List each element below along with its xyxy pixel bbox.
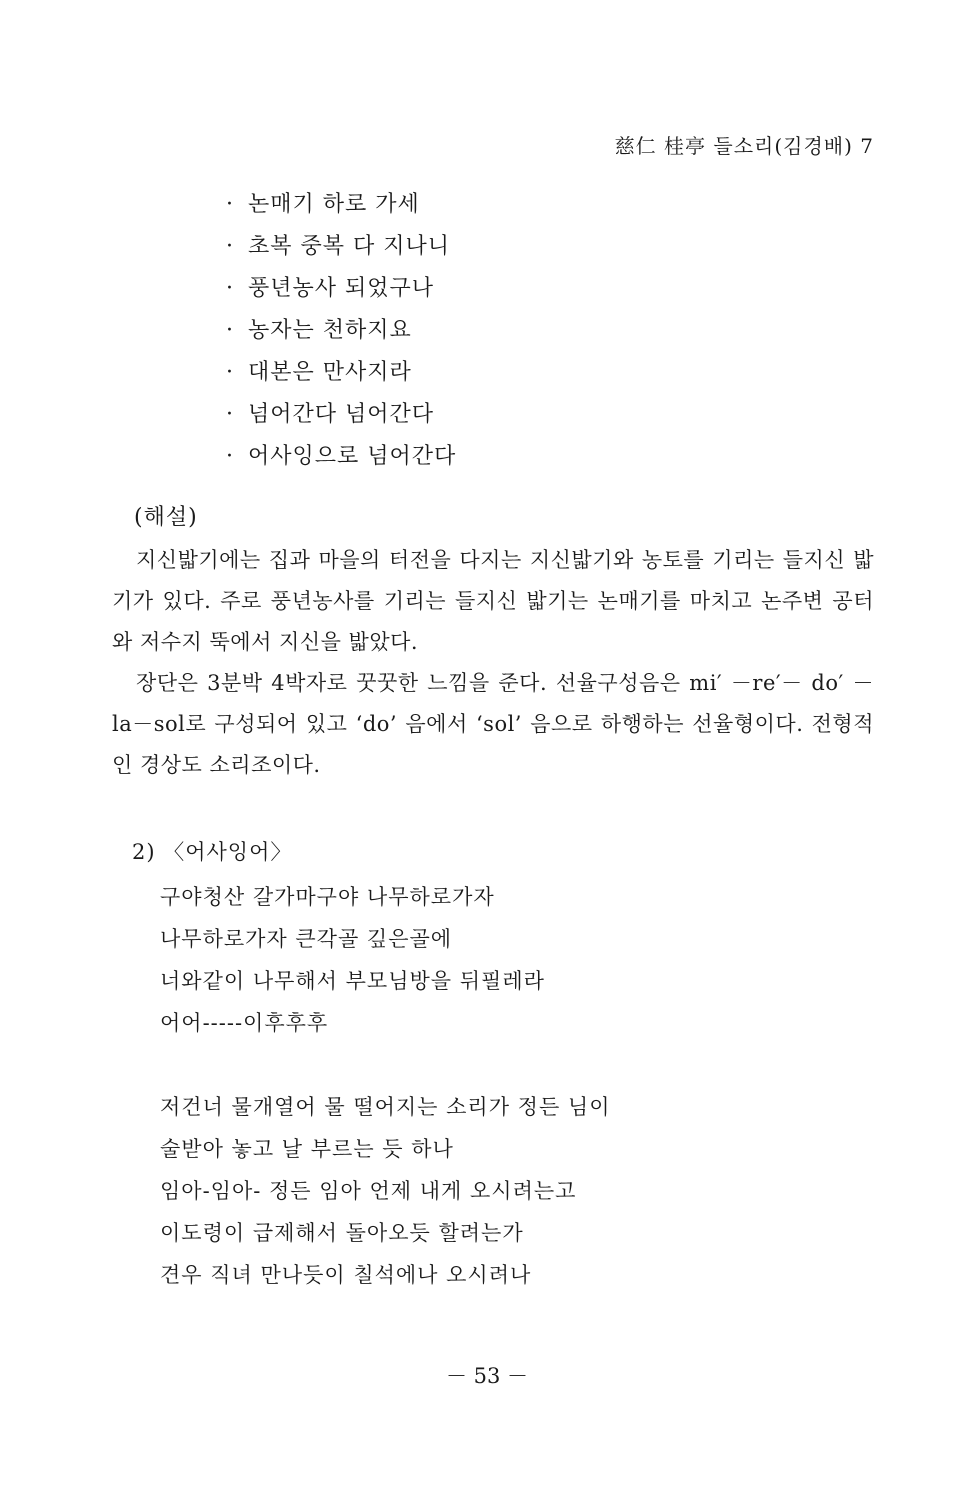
commentary-heading: (해설): [134, 505, 198, 530]
verse-line: [226, 268, 826, 310]
bullet: ·: [226, 318, 234, 343]
verse-text: 풍년농사 되었구나: [248, 276, 435, 301]
verse-block: [226, 184, 826, 478]
verse-line: [226, 310, 826, 352]
lyric-line: 견우 직녀 만나듯이 칠석에나 오시려나: [160, 1263, 532, 1287]
bullet: ·: [226, 360, 234, 385]
commentary-paragraph: 지신밟기에는 집과 마을의 터전을 다지는 지신밟기와 농토를 기리는 들지신 밟기가 있다. 주로 풍년농사를 기리는 들지신 밟기는 논매기를 마치고 논주변 공터와 저수지 뚝에서 지신을 밟았다.: [112, 548, 874, 654]
lyric-line: 구야청산 갈가마구야 나무하로가자: [160, 885, 495, 909]
bullet: ·: [226, 234, 234, 259]
verse-text: 대본은 만사지라: [248, 360, 412, 385]
verse-text: 논매기 하로 가세: [248, 192, 420, 217]
verse-line: [226, 184, 826, 226]
lyric-line: 술받아 놓고 날 부르는 듯 하나: [160, 1137, 454, 1161]
verse-text: 어사잉으로 넘어간다: [248, 444, 457, 469]
commentary-paragraph: 장단은 3분박 4박자로 꿋꿋한 느낌을 준다. 선율구성음은 mi′ －re′－ do′ －la－sol로 구성되어 있고 ‘do’ 음에서 ‘sol’ 음으로 하행하는 선율형이다. 전형적인 경상도 소리조이다.: [112, 671, 874, 777]
verse-text: 농자는 천하지요: [248, 318, 412, 343]
bullet: ·: [226, 444, 234, 469]
page-number: － 53 －: [445, 1364, 529, 1388]
running-header: 慈仁 桂亭 들소리(김경배) 7: [614, 134, 874, 158]
verse-line: [226, 394, 826, 436]
lyric-line: 이도령이 급제해서 돌아오듯 할려는가: [160, 1221, 524, 1245]
lyric-line: 너와같이 나무해서 부모님방을 뒤필레라: [160, 969, 545, 993]
lyric-line: 나무하로가자 큰각골 깊은골에: [160, 927, 453, 951]
verse-line: [226, 352, 826, 394]
commentary-body: [112, 540, 874, 786]
bullet: ·: [226, 402, 234, 427]
lyric-line: 어어-----이후후후: [160, 1011, 329, 1035]
verse-line: [226, 436, 826, 478]
bullet: ·: [226, 276, 234, 301]
lyric-line: 임아-임아- 정든 임아 언제 내게 오시려는고: [160, 1179, 577, 1203]
verse-text: 넘어간다 넘어간다: [248, 402, 435, 427]
verse-text: 초복 중복 다 지나니: [248, 234, 450, 259]
verse-line: [226, 226, 826, 268]
lyric-line: 저건너 물개열어 물 떨어지는 소리가 정든 님이: [160, 1095, 611, 1119]
bullet: ·: [226, 192, 234, 217]
section-heading: 2) 〈어사잉어〉: [132, 840, 293, 864]
lyrics-block: [160, 876, 860, 1296]
stanza-gap: [160, 1044, 860, 1086]
